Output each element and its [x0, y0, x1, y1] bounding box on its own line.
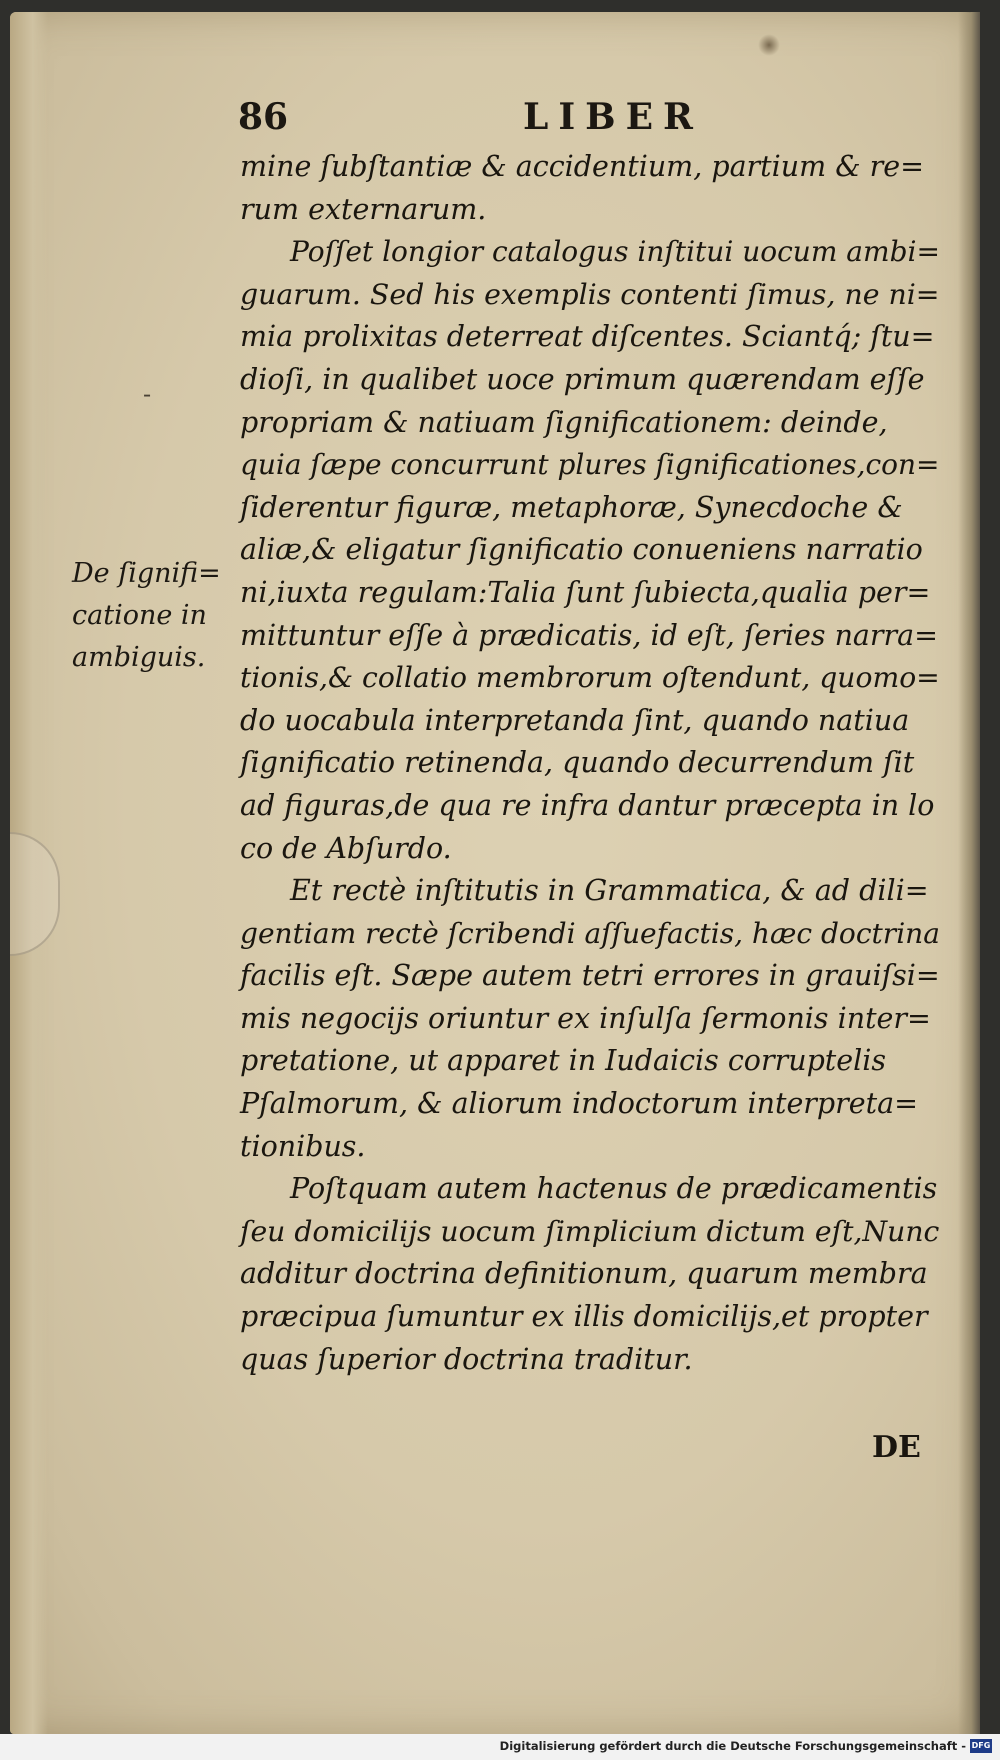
text-line: mis negocijs oriuntur ex inſulſa ſermonis inter= [240, 1001, 931, 1035]
text-line: Et rectè inſtitutis in Grammatica, & ad dili= [290, 874, 929, 908]
margin-dash: - [143, 380, 152, 408]
dfg-logo: DFG [970, 1739, 992, 1753]
text-line: do uocabula interpretanda ſint, quando natiua [240, 703, 910, 737]
text-line: guarum. Sed his exemplis contenti ſimus, ne ni= [240, 277, 940, 311]
text-line: rum externarum. [240, 192, 487, 226]
page-clip-mark [10, 832, 60, 956]
page-fore-edge [958, 12, 980, 1734]
margin-note [72, 553, 237, 679]
margin-note-line: De ſignifi= [72, 558, 221, 589]
text-line: propriam & natiuam ſignificationem: deinde, [240, 405, 888, 439]
footer-credit: Digitalisierung gefördert durch die Deutsche Forschungsgemeinschaft - [499, 1739, 966, 1753]
text-line: additur doctrina definitionum, quarum membra [240, 1257, 928, 1291]
page-number: 86 [238, 96, 289, 138]
text-line: quia ſæpe concurrunt plures ſignificationes,con= [240, 448, 940, 482]
text-line: Pſalmorum, & aliorum indoctorum interpreta= [240, 1087, 918, 1121]
text-line: ni,iuxta regulam:Talia ſunt ſubiecta,qualia per= [240, 575, 931, 609]
text-line: dioſi, in qualibet uoce primum quærendam eſſe [240, 362, 925, 396]
digitization-footer [0, 1734, 1000, 1760]
text-line: tionis,& collatio membrorum oſtendunt, quomo= [240, 661, 940, 695]
margin-note-line: catione in [72, 600, 207, 631]
catchword: DE [872, 1430, 921, 1465]
margin-note-line: ambiguis. [72, 642, 206, 673]
text-line: ſiderentur figuræ, metaphoræ, Synecdoche & [240, 490, 903, 524]
body-text [240, 146, 940, 1381]
ink-stain [758, 34, 780, 56]
text-line: co de Abſurdo. [240, 831, 452, 865]
text-line: præcipua ſumuntur ex illis domicilijs,et propter [240, 1300, 928, 1334]
text-line: facilis eſt. Sæpe autem tetri errores in grauiſsi= [240, 959, 940, 993]
text-line: Poſſet longior catalogus inſtitui uocum ambi= [290, 235, 940, 269]
text-line: mine ſubſtantiæ & accidentium, partium & re= [240, 150, 924, 183]
text-line: aliæ,& eligatur ſignificatio conueniens narratio [240, 533, 923, 567]
text-line: ſignificatio retinenda, quando decurrendum ſit [240, 746, 915, 780]
text-line: ſeu domicilijs uocum ſimplicium dictum eſt,Nunc [240, 1214, 940, 1248]
text-line: gentiam rectè ſcribendi aſſuefactis, hæc doctrina [240, 916, 940, 950]
text-line: ad figuras,de qua re infra dantur præcepta in lo [240, 788, 935, 822]
text-line: mittuntur eſſe à prædicatis, id eſt, ſeries narra= [240, 618, 939, 652]
text-line: quas ſuperior doctrina traditur. [240, 1342, 693, 1376]
text-line: mia prolixitas deterreat diſcentes. Sciantq́; ſtu= [240, 320, 935, 354]
text-line: Poſtquam autem hactenus de prædicamentis [290, 1172, 938, 1206]
running-head [238, 96, 938, 136]
running-title: LIBER [523, 96, 703, 138]
text-line: pretatione, ut apparet in Iudaicis corruptelis [240, 1044, 886, 1078]
text-line: tionibus. [240, 1129, 366, 1163]
